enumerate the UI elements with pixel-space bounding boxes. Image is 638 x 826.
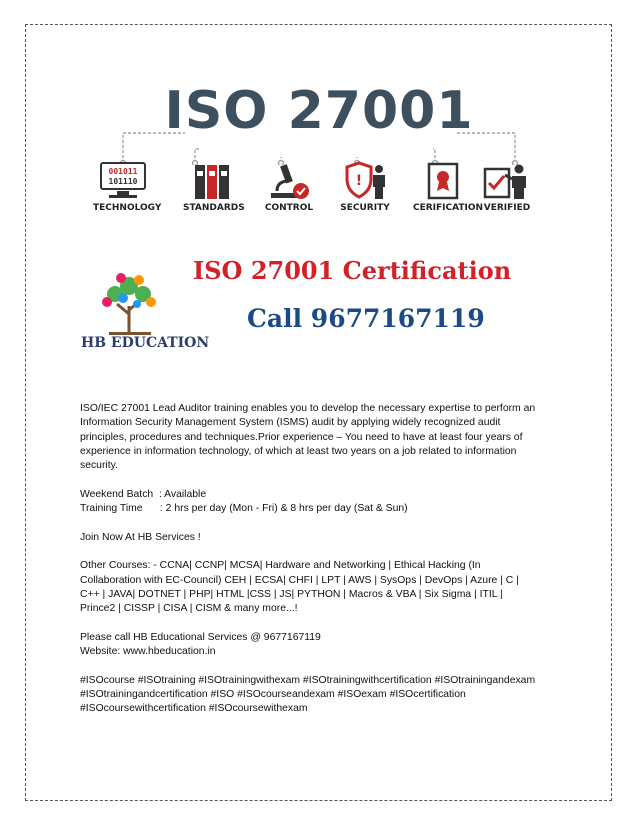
verified-label: VERIFIED [483, 203, 531, 213]
computer-icon [97, 161, 149, 201]
batch-value: : Available [158, 488, 207, 500]
time-label: Training Time [80, 503, 143, 515]
security-item [335, 161, 395, 213]
certificate-icon [417, 161, 469, 201]
standards-item [183, 161, 243, 213]
time-value: : 2 hrs per day (Mon - Fri) & 8 hrs per day (Sat & Sun) [159, 503, 408, 515]
join-line: Join Now At HB Services ! [80, 531, 201, 543]
checklist-person-icon [481, 161, 533, 201]
technology-label: TECHNOLOGY [93, 203, 162, 213]
banner-image [75, 73, 563, 360]
brand-name: HB EDUCATION [81, 335, 210, 351]
hb-education-logo [95, 268, 165, 338]
certification-title: ISO 27001 Certification [193, 256, 512, 285]
control-item [259, 161, 319, 213]
hashtags-paragraph: #ISOcourse #ISOtraining #ISOtrainingwithexam #ISOtrainingwithcertification #ISOtrainingandexam #ISOtrainingandcertification #ISO #ISOcourseandexam #ISOexam #ISOcertification #ISOcoursewithcertification #ISOcoursewithexam [80, 674, 536, 715]
certification-item [413, 161, 484, 213]
banner-title: ISO 27001 [164, 81, 474, 141]
binders-icon [187, 161, 239, 201]
connector-lines [115, 109, 523, 165]
security-label: SECURITY [340, 203, 390, 213]
schedule-block [80, 488, 540, 517]
time-row [80, 503, 408, 514]
svg-text:!: ! [355, 173, 363, 189]
verified-item [477, 161, 537, 213]
screen-code-1: 001011 [108, 167, 138, 176]
batch-label: Weekend Batch [80, 488, 154, 500]
intro-paragraph: ISO/IEC 27001 Lead Auditor training enables you to develop the necessary expertise to perform an Information Security Management System (ISMS) audit by applying widely recognized audit principles, procedures and techniques.Prior experience – You need to have at least four years of experience in information technology, of which at least two years on a job related to information security. [80, 403, 536, 472]
call-number: Call 9677167119 [247, 304, 485, 333]
technology-item [93, 161, 162, 213]
shield-person-icon [339, 161, 391, 201]
screen-code-2: 101110 [108, 177, 138, 186]
certification-label: CERIFICATION [413, 203, 484, 213]
batch-row [80, 489, 206, 500]
microscope-icon [263, 161, 315, 201]
contact-block [80, 631, 540, 660]
call-line: Please call HB Educational Services @ 9677167119 [80, 631, 321, 643]
website-line: Website: www.hbeducation.in [80, 646, 216, 658]
description-text [80, 402, 540, 731]
control-label: CONTROL [264, 203, 314, 213]
standards-label: STANDARDS [183, 203, 245, 213]
courses-paragraph: Other Courses: - CCNA| CCNP| MCSA| Hardware and Networking | Ethical Hacking (In Collaboration with EC-Council) CEH | ECSA| CHFI | LPT | AWS | SysOps | DevOps | Azure | C | C++ | JAVA| DOTNET | PHP| HTML |CSS | JS| PYTHON | Macros & VBA | Six Sigma | ITIL | Prince2 | CISSP | CISA | CISM & many more...! [80, 560, 519, 615]
